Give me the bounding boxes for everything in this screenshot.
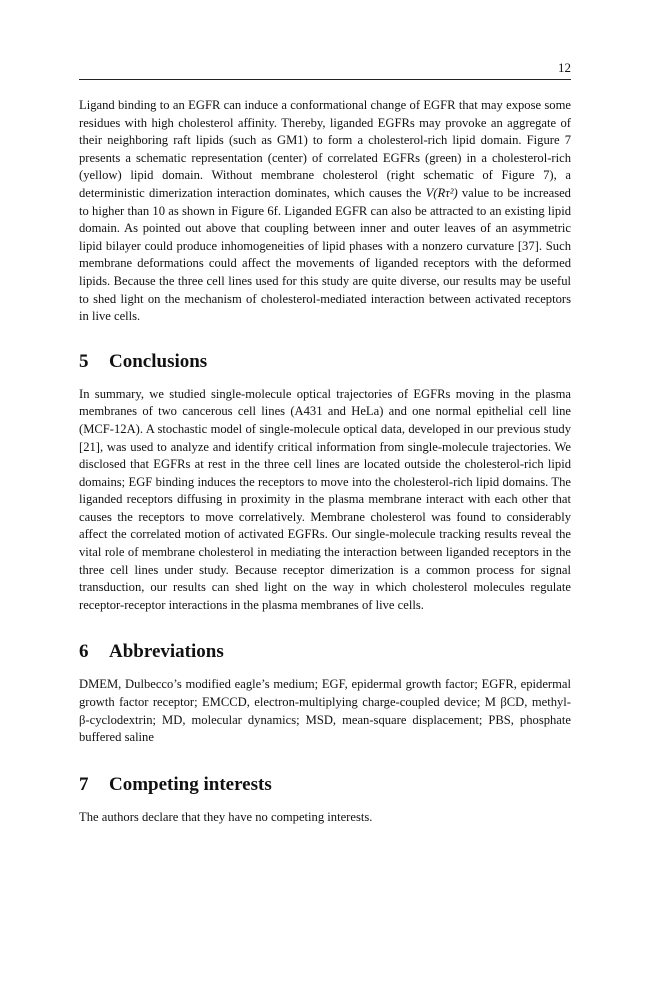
section-heading-conclusions — [79, 351, 571, 373]
math-variance-expression: V(Rτ²) — [425, 185, 458, 200]
section-heading-abbreviations — [79, 641, 571, 663]
page-number: 12 — [558, 60, 571, 75]
intro-text-part1: Ligand binding to an EGFR can induce a conformational change of EGFR that may expose some residues with high cholesterol affinity. Thereby, liganded EGFRs may provoke an aggregate of their neighboring raft lipids (such as GM1) to form a cholesterol-rich lipid domain. Figure 7 presents a schematic representation (center) of correlated EGFRs (green) in a cholesterol-rich (yellow) lipid domain. Without membrane cholesterol (right schematic of Figure 7), a deterministic dimerization interaction dominates, which causes the — [79, 98, 571, 200]
section-heading-competing-interests — [79, 774, 571, 796]
section-title: Competing interests — [109, 773, 272, 795]
section-number: 7 — [79, 773, 89, 795]
section-title: Conclusions — [109, 350, 208, 372]
abbreviations-paragraph: DMEM, Dulbecco’s modified eagle’s medium; EGF, epidermal growth factor; EGFR, epidermal growth factor receptor; EMCCD, electron-multiplying charge-coupled device; M βCD, methyl- β-cyclodextrin; MD, molecular dynamics; MSD, mean-square displacement; PBS, phosphate buffered saline — [79, 677, 571, 745]
section-number: 6 — [79, 641, 89, 663]
competing-interests-paragraph: The authors declare that they have no competing interests. — [79, 809, 373, 824]
conclusions-paragraph: In summary, we studied single-molecule optical trajectories of EGFRs moving in the plasma membranes of two cancerous cell lines (A431 and HeLa) and one normal epithelial cell line (MCF-12A). A stochastic model of single-molecule optical data, developed in our previous study [21], was used to analyze and identify critical information from single-molecule trajectories. We disclosed that EGFRs at rest in the three cell lines are located outside the cholesterol-rich lipid domains; EGF binding induces the receptors to move into the cholesterol-rich lipid domains. The liganded receptors diffusing in proximity in the plasma membrane interact with each other that causes the receptors to move correlatively. Membrane cholesterol was found to considerably affect the correlated motion of activated EGFRs. Our single-molecule tracking results reveal the vital role of membrane cholesterol in mediating the interaction between liganded receptors in the three cell lines under study. Because receptor dimerization is a common process for signal transduction, our results can shed light on the way in which cholesterol molecules regulate receptor-receptor interactions in the plasma membranes of live cells. — [79, 386, 571, 612]
header-rule — [79, 79, 571, 80]
intro-text-part2: value to be increased to higher than 10 as shown in Figure 6f. Liganded EGFR can also be attracted to an existing lipid domain. As pointed out above that coupling between inner and outer leaves of an asymmetric lipid bilayer could produce inhomogeneities of lipid phases with a nonzero curvature [37]. Such membrane deformations could affect the movements of liganded receptors with the deformed lipids. Because the three cell lines used for this study are quite diverse, our results may be useful to shed light on the mechanism of cholesterol-mediated interaction between activated receptors in live cells. — [79, 185, 571, 324]
page-content — [79, 97, 571, 826]
intro-paragraph — [79, 97, 571, 326]
section-title: Abbreviations — [109, 641, 224, 663]
section-number: 5 — [79, 350, 89, 372]
